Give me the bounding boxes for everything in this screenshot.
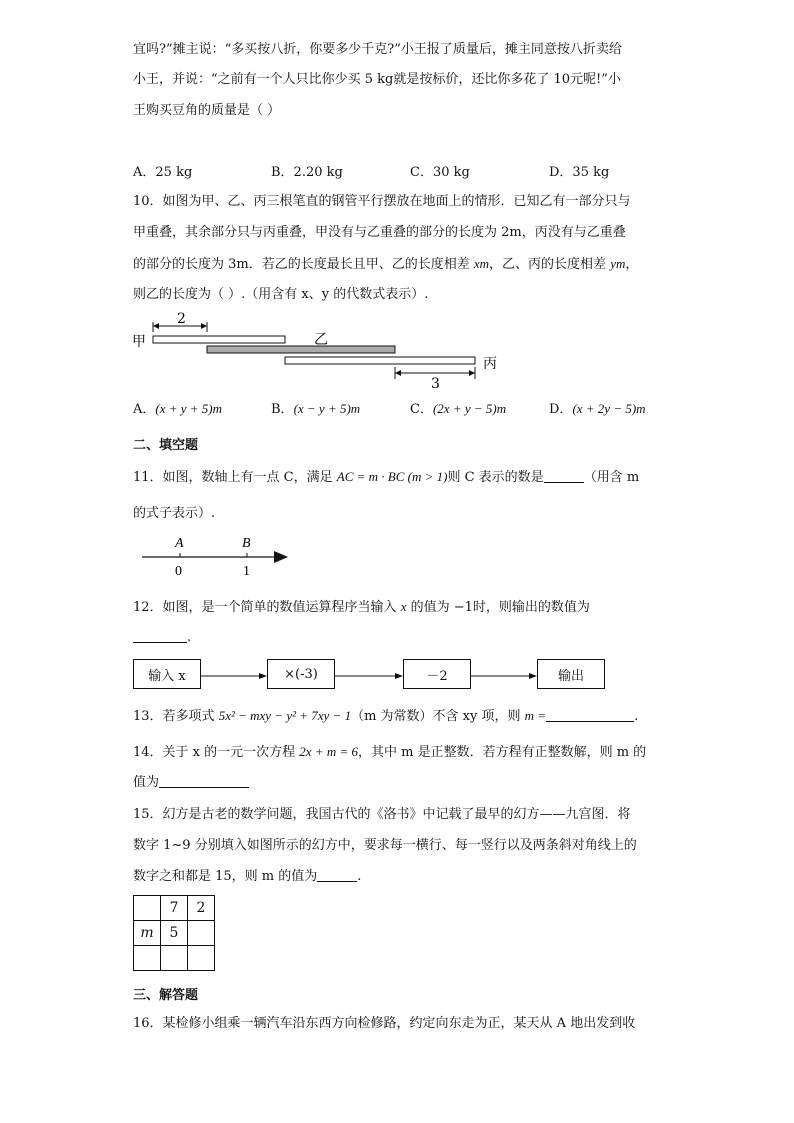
q14-equation: 2x + m = 6 <box>299 744 358 759</box>
q9-option-b: B．2.20 kg <box>271 165 343 180</box>
q9-line3: 王购买豆角的质量是（ ） <box>133 103 281 118</box>
q10-option-d: D．(x + 2y − 5)m <box>549 401 646 417</box>
q13-answer-blank <box>546 707 634 722</box>
q12-line1: 12．如图，是一个简单的数值运算程序当输入 x 的值为 −1时，则输出的数值为 <box>133 599 590 615</box>
tick-0-label: 0 <box>175 564 182 579</box>
tick-1-label: 1 <box>243 564 250 579</box>
flow-box-subtract: －2 <box>403 659 471 689</box>
q15-line3: 数字之和都是 15，则 m 的值为 . <box>133 869 362 884</box>
magic-cell: m <box>134 921 161 946</box>
q11-line1: 11．如图，数轴上有一点 C，满足 AC = m · BC (m > 1)则 C 表示的数是 （用含 m <box>133 469 640 485</box>
q16-line1: 16．某检修小组乘一辆汽车沿东西方向检修路，约定向东走为正，某天从 A 地出发到收 <box>133 1016 636 1031</box>
q9-line1: 宜吗?”摊主说：“多买按八折，你要多少千克?”小王报了质量后，摊主同意按八折卖给 <box>133 42 622 57</box>
q12-answer-blank <box>133 628 187 643</box>
magic-cell <box>134 896 161 921</box>
flow-box-input: 输入 x <box>133 659 201 689</box>
flow-box-output: 输出 <box>537 659 605 689</box>
q9-option-d: D．35 kg <box>549 165 610 180</box>
magic-cell <box>134 946 161 971</box>
q13-polynomial: 5x² − mxy − y² + 7xy − 1 <box>218 708 352 723</box>
magic-cell: 5 <box>161 921 188 946</box>
pipe-bing <box>285 357 475 364</box>
arrow-icon <box>274 551 288 563</box>
section-2-heading: 二、填空题 <box>133 438 199 453</box>
magic-cell <box>188 921 215 946</box>
q10-line3: 的部分的长度为 3m．若乙的长度最长且甲、乙的长度相差 xm，乙、丙的长度相差 ym， <box>133 256 639 272</box>
q15-answer-blank <box>317 867 357 882</box>
arrow-icon <box>529 673 537 679</box>
magic-cell: 7 <box>161 896 188 921</box>
dim-label-left: 2 <box>177 311 186 327</box>
flow-arrows <box>200 670 540 682</box>
pipes-figure <box>128 310 508 390</box>
q10-option-a: A．(x + y + 5)m <box>133 401 223 417</box>
label-jia: 甲 <box>132 334 146 350</box>
q10-option-b: B．(x − y + 5)m <box>271 401 361 417</box>
arrow-icon <box>259 673 267 679</box>
label-yi: 乙 <box>314 332 328 348</box>
q11-line2: 的式子表示）. <box>133 506 216 521</box>
q10-var-xm: xm <box>473 256 490 271</box>
q10-var-ym: ym <box>610 256 626 271</box>
q12-line2: . <box>133 628 191 648</box>
magic-cell <box>161 946 188 971</box>
pipe-yi <box>207 346 395 353</box>
dim-label-right: 3 <box>431 376 440 390</box>
q13-line: 13．若多项式 5x² − mxy − y² + 7xy − 1（m 为常数）不含 xy 项，则 m = . <box>133 708 639 724</box>
q15-line2: 数字 1~9 分别填入如图所示的幻方中，要求每一横行、每一竖行以及两条斜对角线上的 <box>133 838 637 853</box>
magic-cell <box>188 946 215 971</box>
pipe-jia <box>153 336 285 343</box>
flow-box-multiply: ×(-3) <box>267 659 335 689</box>
point-b-label: B <box>242 536 251 551</box>
q9-option-a: A．25 kg <box>133 165 193 180</box>
arrow-icon <box>395 673 403 679</box>
q11-answer-blank <box>544 468 584 483</box>
section-3-heading: 三、解答题 <box>133 988 199 1003</box>
q11-formula: AC = m · BC (m > 1) <box>336 469 448 484</box>
point-a-label: A <box>175 536 184 551</box>
q15-line1: 15．幻方是古老的数学问题，我国古代的《洛书》中记载了最早的幻方——九宫图．将 <box>133 807 631 822</box>
q10-line4: 则乙的长度为（ ）.（用含有 x、y 的代数式表示）. <box>133 287 429 302</box>
q14-line1: 14．关于 x 的一元一次方程 2x + m = 6，其中 m 是正整数．若方程有正整数解，则 m 的 <box>133 744 647 760</box>
q10-line2: 甲重叠，其余部分只与丙重叠，甲没有与乙重叠的部分的长度为 2m，丙没有与乙重叠 <box>133 225 626 240</box>
magic-cell: 2 <box>188 896 215 921</box>
q9-line2: 小王，并说：“之前有一个人只比你少买 5 kg就是按标价，还比你多花了 10元呢!”小 <box>133 72 621 87</box>
label-bing: 丙 <box>483 356 497 372</box>
q14-line2: 值为 <box>133 773 249 793</box>
q9-option-c: C．30 kg <box>410 165 470 180</box>
q10-option-c: C．(2x + y − 5)m <box>410 401 507 417</box>
number-line <box>140 530 300 580</box>
magic-square <box>133 895 215 971</box>
q14-answer-blank <box>159 773 249 788</box>
q10-line1: 10．如图为甲、乙、丙三根笔直的钢管平行摆放在地面上的情形．已知乙有一部分只与 <box>133 194 631 209</box>
